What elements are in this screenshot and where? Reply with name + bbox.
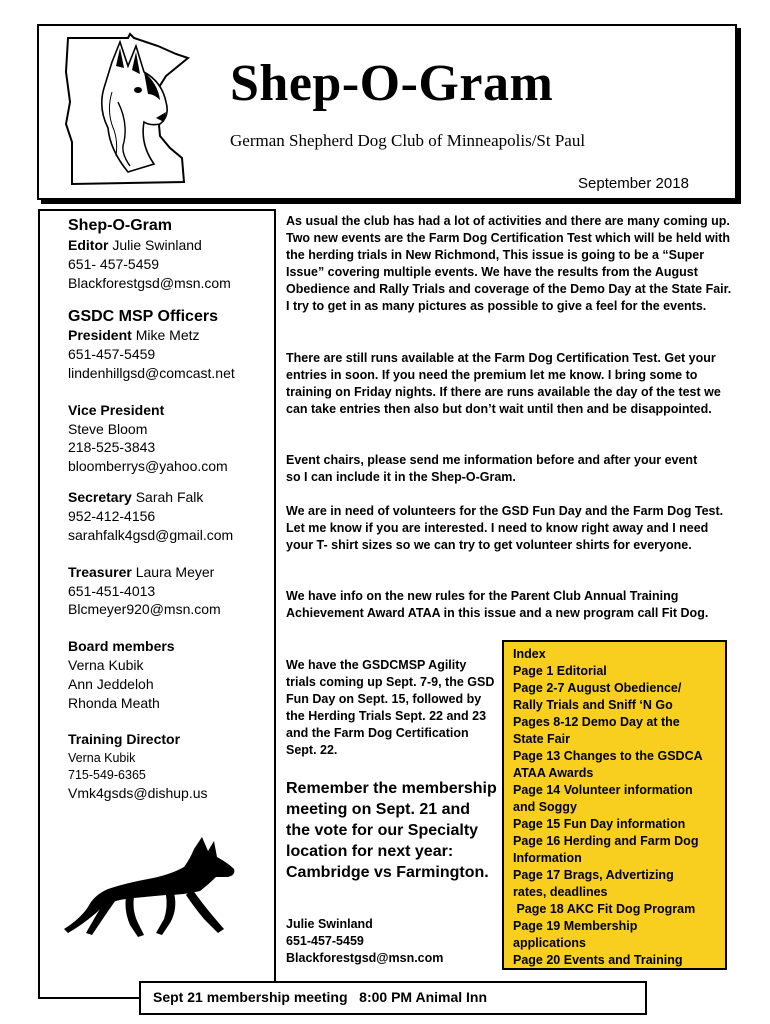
treasurer-role: Treasurer [68, 564, 132, 580]
training-name: Verna Kubik [68, 751, 136, 765]
treasurer-phone: 651-451-4013 [68, 583, 156, 599]
board-member: Ann Jeddeloh [68, 676, 154, 692]
index-item[interactable]: applications [513, 936, 586, 950]
editor-phone: 651- 457-5459 [68, 256, 160, 272]
board-member: Rhonda Meath [68, 695, 160, 711]
signature-email[interactable]: Blackforestgsd@msn.com [286, 951, 444, 965]
editor-email[interactable]: Blackforestgsd@msn.com [68, 275, 231, 291]
secretary-email[interactable]: sarahfalk4gsd@gmail.com [68, 527, 234, 543]
paragraph-upcoming-events: We have the GSDCMSP Agility trials coming up Sept. 7-9, the GSD Fun Day on Sept. 15, followed by the Herding Trials Sept. 22 and 23 and the Farm Dog Certification Sept. 22. [286, 658, 495, 757]
index-item[interactable]: Page 20 Events and Training [513, 953, 683, 967]
president-phone: 651-457-5459 [68, 346, 156, 362]
index-item[interactable]: State Fair [513, 732, 570, 746]
signature-phone: 651-457-5459 [286, 934, 364, 948]
index-box [502, 640, 727, 970]
index-item[interactable]: Rally Trials and Sniff ‘N Go [513, 698, 673, 712]
paragraph-volunteers: We are in need of volunteers for the GSD Fun Day and the Farm Dog Test. Let me know if you are interested. I need to know right away and I need your T- shirt sizes so we can try to get volunteer shirts for everyone. [286, 504, 724, 552]
sidebar-newsletter-name: Shep-O-Gram [68, 217, 173, 234]
issue-date: September 2018 [578, 175, 689, 192]
treasurer-email[interactable]: Blcmeyer920@msn.com [68, 601, 221, 617]
index-item[interactable]: Page 16 Herding and Farm Dog [513, 834, 699, 848]
index-item[interactable]: Information [513, 851, 582, 865]
paragraph-farm-dog-runs: There are still runs available at the Farm Dog Certification Test. Get your entries in soon. If you need the premium let me know. I bring some to training on Friday nights. If there are runs available the day of the test we can take entries then also but don’t wait until then and be disappointed. [286, 351, 721, 416]
footer-meeting-banner: Sept 21 membership meeting 8:00 PM Animal Inn [139, 981, 647, 1015]
index-item[interactable]: Pages 8-12 Demo Day at the [513, 715, 680, 729]
index-item[interactable]: Page 2-7 August Obedience/ [513, 681, 682, 695]
vp-role: Vice President [68, 402, 165, 418]
training-email[interactable]: Vmk4gsds@dishup.us [68, 785, 208, 801]
vp-phone: 218-525-3843 [68, 439, 156, 455]
secretary-name: Sarah Falk [135, 489, 204, 505]
editor-name: Julie Swinland [112, 237, 202, 253]
signature-name: Julie Swinland [286, 917, 373, 931]
editor-role: Editor [68, 237, 109, 253]
editor-line [68, 236, 202, 255]
index-item[interactable]: Page 1 Editorial [513, 664, 607, 678]
vp-name: Steve Bloom [68, 421, 148, 437]
club-subtitle: German Shepherd Dog Club of Minneapolis/St Paul [230, 131, 586, 150]
running-dog-silhouette-icon [62, 835, 242, 940]
minnesota-dog-logo-icon [58, 32, 198, 192]
training-phone: 715-549-6365 [68, 768, 146, 782]
index-item[interactable]: rates, deadlines [513, 885, 608, 899]
index-item[interactable]: Page 13 Changes to the GSDCA [513, 749, 703, 763]
training-heading: Training Director [68, 731, 181, 747]
officers-heading: GSDC MSP Officers [68, 308, 218, 325]
index-item[interactable]: Page 17 Brags, Advertizing [513, 868, 674, 882]
secretary-line [68, 488, 203, 507]
index-item[interactable]: Page 19 Membership [513, 919, 638, 933]
index-item[interactable]: ATAA Awards [513, 766, 594, 780]
paragraph-event-chairs: Event chairs, please send me information before and after your event so I can include it in the Shep-O-Gram. [286, 453, 698, 484]
index-item[interactable]: and Soggy [513, 800, 577, 814]
treasurer-line [68, 563, 214, 582]
index-item[interactable]: Page 14 Volunteer information [513, 783, 693, 797]
page-title: Shep-O-Gram [230, 55, 554, 112]
president-line [68, 326, 200, 345]
treasurer-name: Laura Meyer [135, 564, 215, 580]
meeting-reminder: Remember the membership meeting on Sept. 21 and the vote for our Specialty location for next year: Cambridge vs Farmington. [286, 780, 497, 881]
board-heading: Board members [68, 638, 175, 654]
index-heading: Index [513, 647, 546, 661]
index-item[interactable]: Page 18 AKC Fit Dog Program [513, 902, 696, 916]
vp-email[interactable]: bloomberrys@yahoo.com [68, 458, 228, 474]
editor-signature [286, 916, 498, 967]
secretary-role: Secretary [68, 489, 132, 505]
index-item[interactable]: Page 15 Fun Day information [513, 817, 686, 831]
paragraph-intro: As usual the club has had a lot of activities and there are many coming up. Two new events are the Farm Dog Certification Test which will be held with the herding trials in New Richmond, This issue is going to be a “Super Issue” covering multiple events. We have the results from the August Obedience and Rally Trials and coverage of the Demo Day at the State Fair. I try to get in as many pictures as possible to give a feel for the events. [286, 214, 732, 313]
president-email[interactable]: lindenhillgsd@comcast.net [68, 365, 235, 381]
president-name: Mike Metz [135, 327, 200, 343]
president-role: President [68, 327, 132, 343]
secretary-phone: 952-412-4156 [68, 508, 156, 524]
board-member: Verna Kubik [68, 657, 144, 673]
paragraph-ataa-info: We have info on the new rules for the Parent Club Annual Training Achievement Award ATAA in this issue and a new program call Fit Dog. [286, 589, 709, 620]
